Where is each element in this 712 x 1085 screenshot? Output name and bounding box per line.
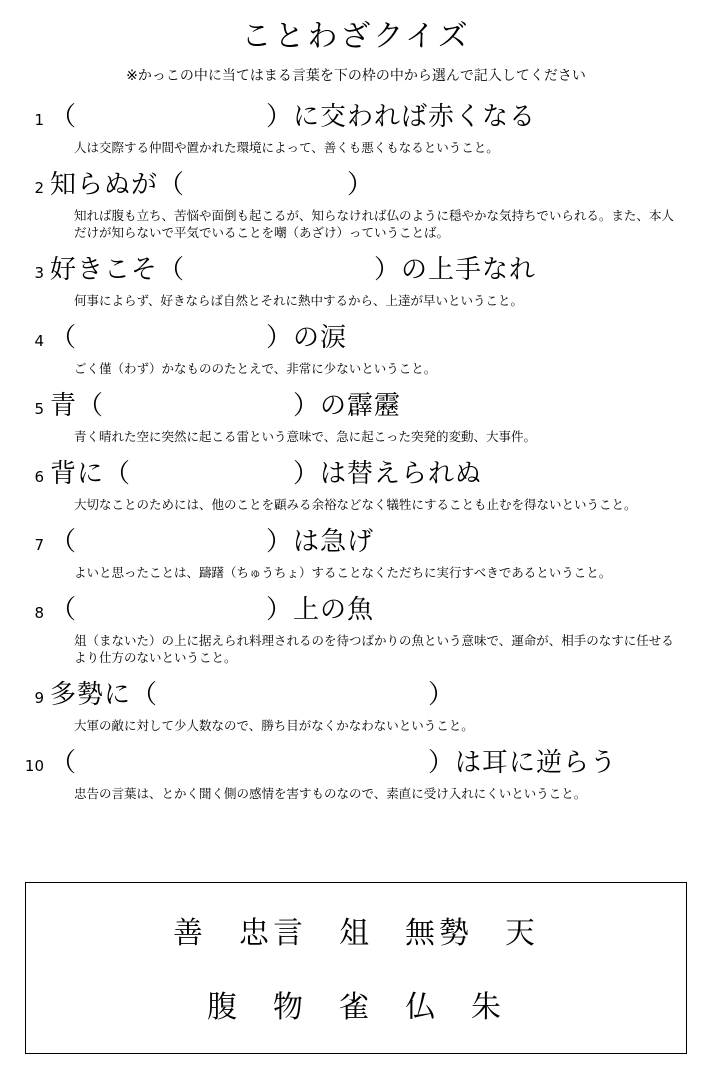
question-line bbox=[0, 253, 712, 287]
question-number: 6 bbox=[34, 468, 44, 486]
question-text[interactable]: （ ）の涙 bbox=[50, 323, 348, 353]
question-number: 2 bbox=[34, 179, 44, 197]
question-text[interactable]: 背に（ ）は替えられぬ bbox=[50, 459, 483, 489]
question-explanation: 大軍の敵に対して少人数なので、勝ち目がなくかなわないということ。 bbox=[74, 718, 474, 733]
question-line bbox=[0, 525, 712, 559]
question-line bbox=[0, 457, 712, 491]
question-line bbox=[0, 389, 712, 423]
question-item-3 bbox=[0, 253, 712, 309]
question-item-6 bbox=[0, 457, 712, 513]
question-item-9 bbox=[0, 678, 712, 734]
word-bank-item[interactable]: 仏 bbox=[405, 990, 439, 1025]
question-number: 8 bbox=[34, 604, 44, 622]
word-bank-item[interactable]: 天 bbox=[505, 916, 539, 951]
question-explanation: よいと思ったことは、躊躇（ちゅうちょ）することなくただちに実行すべきであるということ。 bbox=[74, 565, 612, 580]
question-explanation: 何事によらず、好きならば自然とそれに熱中するから、上達が早いということ。 bbox=[74, 293, 524, 308]
question-explanation: 大切なことのためには、他のことを顧みる余裕などなく犠牲にすることも止むを得ないということ。 bbox=[74, 497, 637, 512]
question-explanation: 人は交際する仲間や置かれた環境によって、善くも悪くもなるということ。 bbox=[74, 140, 499, 155]
question-item-2 bbox=[0, 168, 712, 241]
question-line bbox=[0, 321, 712, 355]
question-item-1 bbox=[0, 100, 712, 156]
question-text[interactable]: （ ）は耳に逆らう bbox=[50, 748, 618, 778]
word-bank-item[interactable]: 雀 bbox=[339, 990, 373, 1025]
question-number: 3 bbox=[34, 264, 44, 282]
question-text[interactable]: （ ）は急げ bbox=[50, 527, 375, 557]
question-explanation: 俎（まないた）の上に据えられ料理されるのを待つばかりの魚という意味で、運命が、相手のなすに任せるより仕方のないということ。 bbox=[74, 633, 674, 665]
question-text[interactable]: 多勢に（ ） bbox=[50, 680, 456, 710]
page-title: ことわざクイズ bbox=[241, 19, 471, 54]
question-explanation: ごく僅（わず）かなもののたとえで、非常に少ないということ。 bbox=[74, 361, 437, 376]
worksheet-page bbox=[0, 18, 712, 1085]
question-item-7 bbox=[0, 525, 712, 581]
question-explanation: 青く晴れた空に突然に起こる雷という意味で、急に起こった突発的変動、大事件。 bbox=[74, 429, 537, 444]
question-line bbox=[0, 746, 712, 780]
question-explanation: 忠告の言葉は、とかく聞く側の感情を害すものなので、素直に受け入れにくいということ。 bbox=[74, 786, 587, 801]
question-line bbox=[0, 100, 712, 134]
word-bank-item[interactable]: 腹 bbox=[207, 990, 241, 1025]
question-text[interactable]: （ ）上の魚 bbox=[50, 595, 375, 625]
word-bank-item[interactable]: 善 bbox=[173, 916, 207, 951]
question-number: 5 bbox=[34, 400, 44, 418]
question-text[interactable]: 青（ ）の霹靂 bbox=[50, 391, 402, 421]
word-bank-item[interactable]: 俎 bbox=[339, 916, 373, 951]
question-text[interactable]: （ ）に交われば赤くなる bbox=[50, 102, 537, 132]
word-bank-box bbox=[25, 882, 687, 1054]
word-bank-item[interactable]: 無勢 bbox=[405, 916, 473, 951]
question-number: 10 bbox=[24, 757, 44, 775]
question-text[interactable]: 知らぬが（ ） bbox=[50, 170, 375, 200]
word-bank-item[interactable]: 物 bbox=[273, 990, 307, 1025]
question-number: 4 bbox=[34, 332, 44, 350]
question-number: 1 bbox=[34, 111, 44, 129]
question-line bbox=[0, 168, 712, 202]
question-item-5 bbox=[0, 389, 712, 445]
question-item-10 bbox=[0, 746, 712, 802]
word-bank-item[interactable]: 朱 bbox=[471, 990, 505, 1025]
question-line bbox=[0, 593, 712, 627]
question-line bbox=[0, 678, 712, 712]
instruction-text: ※かっこの中に当てはまる言葉を下の枠の中から選んで記入してください bbox=[126, 68, 586, 84]
question-explanation: 知れば腹も立ち、苦悩や面倒も起こるが、知らなければ仏のように穏やかな気持ちでいられる。また、本人だけが知らないで平気でいることを嘲（あざけ）っていうことば。 bbox=[74, 208, 674, 240]
word-bank-row-1 bbox=[26, 916, 686, 952]
word-bank-item[interactable]: 忠言 bbox=[239, 916, 307, 951]
question-list bbox=[0, 100, 712, 802]
question-number: 9 bbox=[34, 689, 44, 707]
question-item-4 bbox=[0, 321, 712, 377]
word-bank-row-2 bbox=[26, 990, 686, 1026]
question-item-8 bbox=[0, 593, 712, 666]
question-text[interactable]: 好きこそ（ ）の上手なれ bbox=[50, 255, 537, 285]
question-number: 7 bbox=[34, 536, 44, 554]
